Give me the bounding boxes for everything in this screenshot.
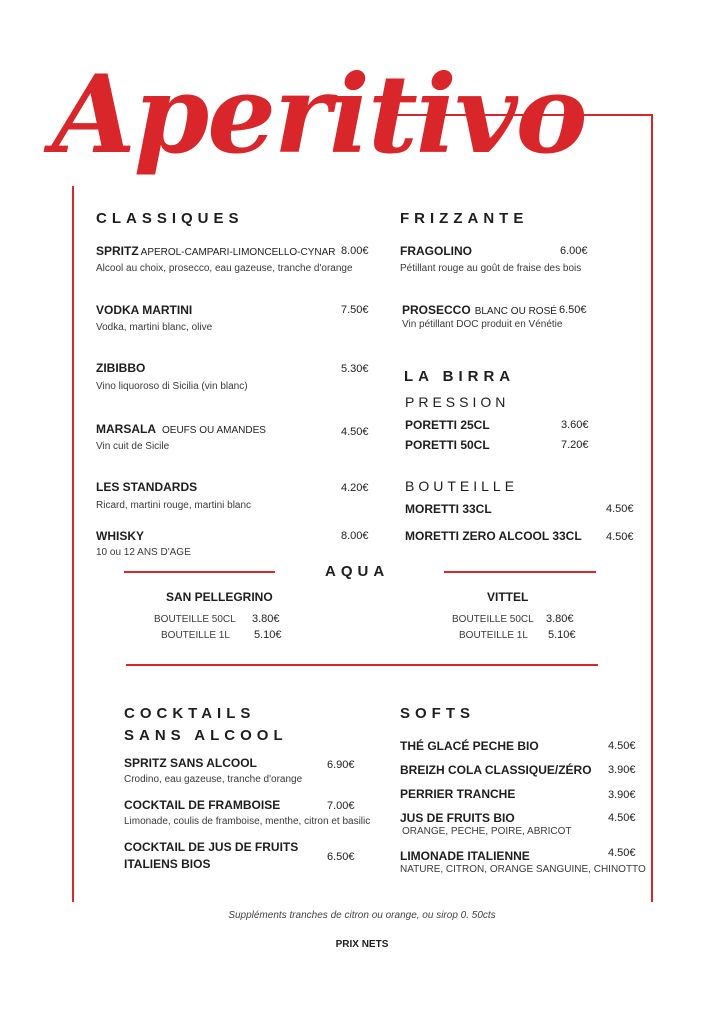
- aqua-heading: AQUA: [325, 563, 390, 580]
- item-standards-price: 4.20€: [341, 482, 369, 494]
- item-perrier-price: 3.90€: [608, 789, 636, 801]
- item-moretti-zero-price: 4.50€: [606, 531, 634, 543]
- item-poretti-50-price: 7.20€: [561, 439, 589, 451]
- item-fragolino-desc: Pétillant rouge au goût de fraise des bois: [400, 263, 582, 274]
- item-marsala-name: MARSALA OEUFS OU AMANDES: [96, 422, 266, 436]
- softs-heading: SOFTS: [400, 705, 476, 722]
- item-jus-bio-price: 4.50€: [608, 812, 636, 824]
- frizzante-heading: FRIZZANTE: [400, 210, 529, 227]
- san-pellegrino-50cl-label: BOUTEILLE 50CL: [154, 614, 236, 625]
- item-fragolino-name: FRAGOLINO: [400, 244, 472, 258]
- supplements-note: Suppléments tranches de citron ou orange, ou sirop 0. 50cts: [228, 910, 496, 921]
- aqua-rule-bottom: [126, 664, 598, 666]
- item-limonade-name: LIMONADE ITALIENNE: [400, 849, 530, 863]
- vittel-name: VITTEL: [487, 590, 529, 604]
- item-spritz-price: 8.00€: [341, 245, 369, 257]
- item-framboise-desc: Limonade, coulis de framboise, menthe, citron et basilic: [124, 816, 371, 827]
- frame-left-line: [72, 186, 74, 902]
- item-prosecco-desc: Vin pétillant DOC produit en Vénétie: [402, 319, 563, 330]
- item-breizh-cola-price: 3.90€: [608, 764, 636, 776]
- item-standards-name: LES STANDARDS: [96, 480, 198, 494]
- item-whisky-price: 8.00€: [341, 530, 369, 542]
- vittel-1l-label: BOUTEILLE 1L: [459, 630, 528, 641]
- item-the-glace-name: THÉ GLACÉ PECHE BIO: [400, 739, 539, 753]
- aqua-rule-left: [124, 571, 275, 573]
- prix-nets: PRIX NETS: [335, 939, 389, 950]
- san-pellegrino-1l-price: 5.10€: [254, 629, 282, 641]
- cocktails-heading-line1: COCKTAILS: [124, 705, 256, 722]
- item-moretti-zero-name: MORETTI ZERO ALCOOL 33CL: [405, 529, 582, 543]
- item-prosecco-name: PROSECCO BLANC OU ROSÉ: [402, 303, 557, 317]
- item-fragolino-price: 6.00€: [560, 245, 588, 257]
- item-standards-desc: Ricard, martini rouge, martini blanc: [96, 500, 252, 511]
- item-spritz-sans-alcool-desc: Crodino, eau gazeuse, tranche d'orange: [124, 774, 303, 785]
- item-the-glace-price: 4.50€: [608, 740, 636, 752]
- item-poretti-50-name: PORETTI 50CL: [405, 438, 490, 452]
- item-spritz-sans-alcool-name: SPRITZ SANS ALCOOL: [124, 756, 257, 770]
- vittel-50cl-label: BOUTEILLE 50CL: [452, 614, 534, 625]
- item-limonade-desc: NATURE, CITRON, ORANGE SANGUINE, CHINOTTO: [400, 864, 646, 875]
- item-zibibbo-name: ZIBIBBO: [96, 361, 146, 375]
- san-pellegrino-1l-label: BOUTEILLE 1L: [161, 630, 230, 641]
- frame-right-line: [651, 114, 653, 902]
- item-vodka-martini-name: VODKA MARTINI: [96, 303, 193, 317]
- item-marsala-note: OEUFS OU AMANDES: [162, 425, 266, 436]
- cocktails-heading-line2: SANS ALCOOL: [124, 727, 288, 744]
- item-framboise-name: COCKTAIL DE FRAMBOISE: [124, 798, 281, 812]
- san-pellegrino-50cl-price: 3.80€: [252, 613, 280, 625]
- item-vodka-martini-desc: Vodka, martini blanc, olive: [96, 322, 213, 333]
- bouteille-heading: BOUTEILLE: [405, 478, 519, 494]
- item-zibibbo-price: 5.30€: [341, 363, 369, 375]
- item-framboise-price: 7.00€: [327, 800, 355, 812]
- item-jus-italiens-price: 6.50€: [327, 851, 355, 863]
- item-moretti-33-name: MORETTI 33CL: [405, 502, 492, 516]
- item-jus-bio-name: JUS DE FRUITS BIO: [400, 811, 515, 825]
- item-jus-italiens-name-line1: COCKTAIL DE JUS DE FRUITS: [124, 840, 299, 854]
- item-whisky-desc: 10 ou 12 ANS D'AGE: [96, 547, 191, 558]
- item-perrier-name: PERRIER TRANCHE: [400, 787, 516, 801]
- item-zibibbo-desc: Vino liquoroso di Sicilia (vin blanc): [96, 381, 248, 392]
- birra-heading: LA BIRRA: [404, 368, 516, 385]
- item-prosecco-note: BLANC OU ROSÉ: [474, 306, 557, 317]
- item-spritz-sans-alcool-price: 6.90€: [327, 759, 355, 771]
- classiques-heading: CLASSIQUES: [96, 210, 244, 227]
- item-whisky-name: WHISKY: [96, 529, 144, 543]
- item-poretti-25-name: PORETTI 25CL: [405, 418, 490, 432]
- pression-heading: PRESSION: [405, 394, 510, 410]
- item-limonade-price: 4.50€: [608, 847, 636, 859]
- item-moretti-33-price: 4.50€: [606, 503, 634, 515]
- menu-title: Aperitivo: [52, 52, 586, 178]
- item-spritz-note: APEROL-CAMPARI-LIMONCELLO-CYNAR: [140, 247, 336, 258]
- item-marsala-price: 4.50€: [341, 426, 369, 438]
- vittel-1l-price: 5.10€: [548, 629, 576, 641]
- san-pellegrino-name: SAN PELLEGRINO: [166, 590, 273, 604]
- item-poretti-25-price: 3.60€: [561, 419, 589, 431]
- item-spritz-name: SPRITZ APEROL-CAMPARI-LIMONCELLO-CYNAR: [96, 244, 336, 258]
- item-jus-bio-desc: ORANGE, PECHE, POIRE, ABRICOT: [402, 826, 572, 837]
- item-breizh-cola-name: BREIZH COLA CLASSIQUE/ZÉRO: [400, 763, 592, 777]
- item-marsala-desc: Vin cuit de Sicile: [96, 441, 170, 452]
- item-prosecco-price: 6.50€: [559, 304, 587, 316]
- item-jus-italiens-name-line2: ITALIENS BIOS: [124, 857, 211, 871]
- item-spritz-desc: Alcool au choix, prosecco, eau gazeuse, tranche d'orange: [96, 263, 353, 274]
- item-vodka-martini-price: 7.50€: [341, 304, 369, 316]
- aqua-rule-right: [444, 571, 596, 573]
- vittel-50cl-price: 3.80€: [546, 613, 574, 625]
